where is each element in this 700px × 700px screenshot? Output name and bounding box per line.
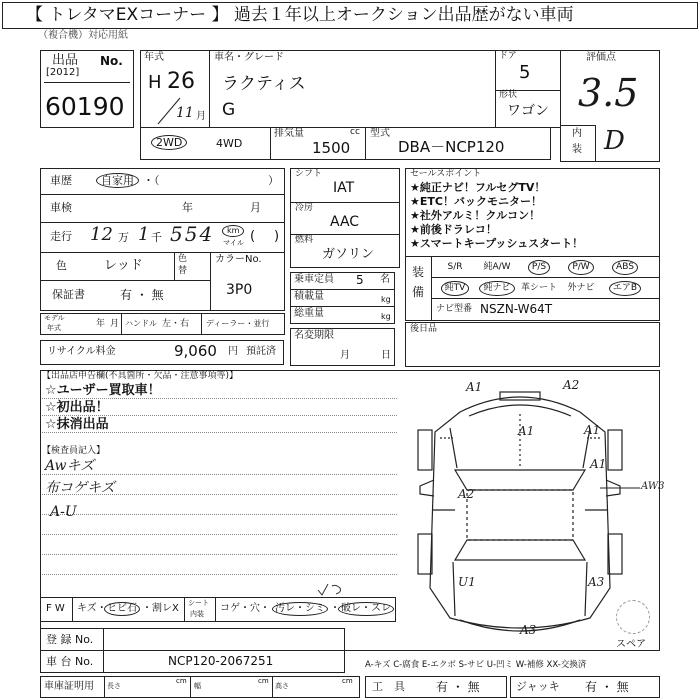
- fw-divider-2: [184, 597, 185, 622]
- capacity-line-2: [290, 306, 395, 307]
- handwritten-check-mark: [316, 582, 346, 598]
- seller-notes-header: 【出品店申告欄(不具箇所・欠品・注意事項等)】: [42, 371, 239, 381]
- equipment-item-aftermarket-navi: [560, 279, 602, 298]
- shape-label: 形状: [499, 90, 518, 100]
- inspection-year-unit: 年: [182, 201, 193, 214]
- mileage-label: 走行: [50, 230, 72, 243]
- garage-divider-3: [272, 676, 273, 698]
- mileage-unit-km: km: [222, 225, 244, 237]
- equipment-item-abs: [604, 258, 646, 277]
- inspector-header: 【検査員記入】: [42, 446, 106, 456]
- shift-value: IAT: [333, 180, 355, 196]
- interior-label-2: 装: [572, 144, 582, 155]
- capacity-unit: 名: [380, 274, 390, 285]
- history-other-open: ・（: [143, 174, 160, 187]
- equipment-item-leather-seat: [518, 279, 560, 298]
- history-selected: 自家用: [96, 173, 139, 188]
- inspector-note: Awキズ: [45, 458, 95, 474]
- year-label: 年式: [144, 52, 164, 63]
- dealer-options: ディーラー・並行: [206, 319, 270, 328]
- garage-divider-2: [190, 676, 191, 698]
- color-no-label: カラーNo.: [215, 254, 262, 265]
- chassis-value: NCP120-2067251: [168, 654, 274, 668]
- lot-no-label: No.: [100, 54, 123, 68]
- damage-mark: A1: [518, 424, 535, 438]
- paper-note: （複合機）対応用紙: [38, 30, 128, 41]
- seat-label-2: 内装: [190, 610, 204, 618]
- capacity-label: 乗車定員: [294, 274, 334, 285]
- name-change-label: 名変期限: [294, 330, 334, 341]
- color-label: 色: [56, 259, 67, 272]
- interior-value: D: [604, 126, 625, 156]
- fw-divider-3: [215, 597, 216, 622]
- model-year-divider-1: [121, 313, 122, 335]
- damage-mark: A3: [588, 575, 605, 589]
- repaint-label-1: 色: [178, 254, 188, 264]
- seller-note: ☆初出品！: [45, 400, 109, 415]
- fuel-label: 燃料: [295, 235, 314, 245]
- sales-point: ★ETC！バックモニター！: [410, 195, 542, 208]
- equipment-item-genuine-tv: [434, 279, 476, 298]
- recycle-value: 9,060: [174, 342, 217, 360]
- tools-label: 工 具: [372, 680, 405, 693]
- warranty-options: 有 ・ 無: [120, 288, 164, 302]
- inspection-month-unit: 月: [250, 201, 261, 214]
- seat-label-1: シート: [188, 599, 209, 607]
- equipment-item-sunroof: [434, 258, 476, 277]
- damage-mark: A1: [466, 380, 483, 394]
- equipment-item-genuine-navi: [476, 279, 518, 298]
- recycle-unit: 円: [228, 346, 238, 357]
- garage-label: 車庫証明用: [44, 681, 94, 692]
- model-code-label: 型式: [370, 128, 390, 139]
- seat-part-2: 汚レ・シミ: [272, 602, 328, 616]
- recycle-label: リサイクル料金: [47, 346, 116, 357]
- equipment-item-label: ABS: [612, 260, 638, 275]
- seller-note: ☆ユーザー買取車！: [45, 383, 161, 398]
- inspector-rule: [42, 474, 397, 475]
- seller-notes-rule: [42, 415, 397, 416]
- equipment-item-alloy-wheels: [476, 258, 518, 277]
- model-code-value: DBA－NCP120: [398, 138, 505, 156]
- registration-label: 登 録 No.: [46, 633, 94, 646]
- equipment-item-label: 純TV: [441, 281, 470, 296]
- gross-unit: kg: [381, 312, 391, 321]
- later-items-label: 後日品: [410, 324, 438, 334]
- door-label: ドア: [499, 51, 517, 61]
- equipment-item-label: S/R: [447, 262, 463, 272]
- sales-points-label: セールスポイント: [410, 169, 482, 179]
- navi-model-value: NSZN-W64T: [480, 302, 553, 316]
- sales-point: ★スマートキープッシュスタート！: [410, 237, 584, 250]
- gross-label: 総重量: [294, 308, 324, 319]
- equipment-item-airbag: [604, 279, 646, 298]
- equipment-item-label: 外ナビ: [567, 283, 595, 293]
- car-grade: G: [222, 100, 236, 120]
- load-unit: kg: [381, 295, 391, 304]
- equipment-item-label: 純A/W: [483, 262, 511, 272]
- garage-length-label: 長さ: [107, 682, 121, 690]
- damage-legend: A-キズ C-腐食 E-エクボ S-サビ U-凹ミ W-補修 XX-交換済: [365, 660, 587, 670]
- spare-label: スペア: [616, 639, 646, 650]
- inspector-rule: [42, 514, 397, 515]
- sales-point: ★前後ドラレコ！: [410, 223, 497, 236]
- equipment-item-label: 革シート: [521, 283, 558, 293]
- capacity-value: 5: [356, 273, 364, 287]
- sales-point: ★純正ナビ！フルセグTV！: [410, 181, 546, 194]
- inspector-note: 布コゲキズ: [45, 480, 115, 496]
- damage-mark: U1: [458, 575, 476, 589]
- mileage-man: 12: [90, 224, 113, 245]
- mileage-man-unit: 万: [118, 231, 129, 244]
- equipment-item-label: 純ナビ: [479, 281, 514, 296]
- equipment-label-divider: [431, 256, 432, 321]
- interior-label-1: 内: [572, 128, 582, 139]
- mileage-sen-unit: 千: [151, 231, 162, 244]
- warranty-label: 保証書: [52, 288, 85, 301]
- fw-divider-1: [72, 597, 73, 622]
- equipment-row-line-2: [431, 298, 660, 299]
- damage-mark: AW3: [641, 481, 665, 492]
- drive-option-2wd: 2WD: [151, 135, 187, 150]
- banner-title: 【 トレタマEXコーナー 】 過去１年以上オークション出品歴がない車両: [26, 5, 574, 25]
- score-label: 評価点: [586, 52, 616, 63]
- score-value: 3.5: [578, 71, 639, 115]
- garage-height-unit: cm: [342, 677, 353, 685]
- inspector-rule: [42, 574, 397, 575]
- aircon-label: 冷房: [295, 203, 314, 213]
- spare-tire-icon: [616, 600, 650, 634]
- history-other-close: ）: [268, 174, 279, 187]
- history-label: 車歴: [50, 174, 72, 187]
- chassis-divider: [103, 650, 104, 673]
- garage-width-label: 幅: [194, 682, 201, 690]
- fw-part-3: ・割レ: [142, 603, 172, 614]
- inspector-note: A-U: [50, 504, 77, 520]
- inspection-label: 車検: [50, 201, 72, 214]
- drive-option-4wd: 4WD: [216, 137, 243, 150]
- name-change-month-unit: 月: [340, 350, 350, 361]
- handle-label: ハンドル: [125, 319, 157, 328]
- handle-options: 左・右: [162, 319, 190, 329]
- recycle-status: 預託済: [246, 346, 276, 357]
- model-year-year-unit: 年: [96, 319, 106, 329]
- row-line-history: [40, 194, 285, 195]
- year-month-unit: 月: [196, 111, 206, 122]
- seller-note: ☆抹消出品: [45, 417, 109, 432]
- mileage-sen: 1: [138, 224, 150, 245]
- color-no-value: 3P0: [226, 282, 253, 298]
- name-change-day-unit: 日: [381, 350, 391, 361]
- garage-length-unit: cm: [176, 677, 187, 685]
- seller-notes-rule: [42, 398, 397, 399]
- load-label: 積載量: [294, 291, 324, 302]
- damage-mark: A1: [590, 457, 607, 471]
- damage-mark: A3: [520, 623, 537, 637]
- fw-part-4: X: [172, 603, 179, 614]
- car-model: ラクティス: [222, 74, 306, 94]
- equipment-item-power-windows: [560, 258, 602, 277]
- displacement-unit: cc: [350, 127, 360, 137]
- damage-mark: A2: [458, 487, 475, 501]
- garage-width-unit: cm: [258, 677, 269, 685]
- sales-point: ★社外アルミ！クルコン！: [410, 209, 541, 222]
- seat-part-1: コゲ・穴・: [220, 603, 270, 614]
- fw-part-2: ヒビ石: [104, 602, 140, 616]
- equipment-label-1: 装: [412, 265, 425, 279]
- car-name-label: 車名・グレード: [214, 52, 284, 63]
- later-items-box: [405, 322, 660, 367]
- fw-part-1: キズ・: [77, 603, 107, 614]
- inspector-rule: [42, 554, 397, 555]
- equipment-item-label: P/S: [528, 260, 550, 275]
- equipment-row-line-1: [431, 277, 660, 278]
- jack-label: ジャッキ: [516, 680, 560, 693]
- inspector-rule: [42, 534, 397, 535]
- lot-underline: [44, 82, 130, 83]
- repaint-divider: [174, 252, 175, 280]
- year-value: 26: [167, 69, 195, 94]
- repaint-label-2: 替: [178, 266, 188, 276]
- color-value: レッド: [104, 258, 143, 273]
- aircon-value: AAC: [330, 214, 360, 230]
- model-year-label-1: モデル: [44, 314, 65, 322]
- fw-label: F W: [46, 603, 65, 614]
- shape-value: ワゴン: [507, 103, 549, 119]
- capacity-line-1: [290, 289, 395, 290]
- row-line-color: [40, 280, 210, 281]
- mileage-paren-close: ): [274, 229, 280, 244]
- jack-options: 有 ・ 無: [585, 680, 629, 694]
- navi-model-label: ナビ型番: [436, 304, 473, 314]
- lot-number: 60190: [45, 92, 125, 121]
- equipment-item-power-steering: [518, 258, 560, 277]
- door-value: 5: [519, 62, 531, 83]
- seat-part-4: 破レ・スレ: [338, 602, 394, 616]
- displacement-label: 排気量: [274, 128, 304, 139]
- lot-tag: [2012]: [46, 67, 80, 78]
- garage-height-label: 高さ: [275, 682, 289, 690]
- shift-label: シフト: [295, 169, 323, 179]
- row-line-inspection: [40, 222, 285, 223]
- year-month: 11: [176, 105, 194, 121]
- equipment-item-label: エアB: [609, 281, 641, 296]
- model-year-month-unit: 月: [110, 319, 120, 329]
- mileage-paren-open: (: [250, 229, 256, 244]
- year-era: H: [148, 72, 162, 93]
- damage-mark: A1: [584, 423, 601, 437]
- seller-notes-rule: [42, 432, 397, 433]
- displacement-value: 1500: [312, 139, 351, 157]
- model-year-divider-2: [201, 313, 202, 335]
- mileage-rest: 554: [170, 222, 215, 246]
- chassis-label: 車 台 No.: [46, 655, 94, 668]
- fuel-value: ガソリン: [322, 247, 375, 262]
- equipment-label-2: 備: [412, 285, 425, 299]
- seat-part-3: ・: [330, 603, 340, 614]
- equipment-item-label: P/W: [568, 260, 593, 275]
- damage-mark: A2: [563, 378, 580, 392]
- lot-label: 出品: [52, 53, 79, 68]
- tools-options: 有 ・ 無: [436, 680, 480, 694]
- model-year-label-2: 年式: [47, 324, 61, 332]
- garage-divider-1: [104, 676, 105, 698]
- mileage-unit-mile: マイル: [223, 239, 244, 247]
